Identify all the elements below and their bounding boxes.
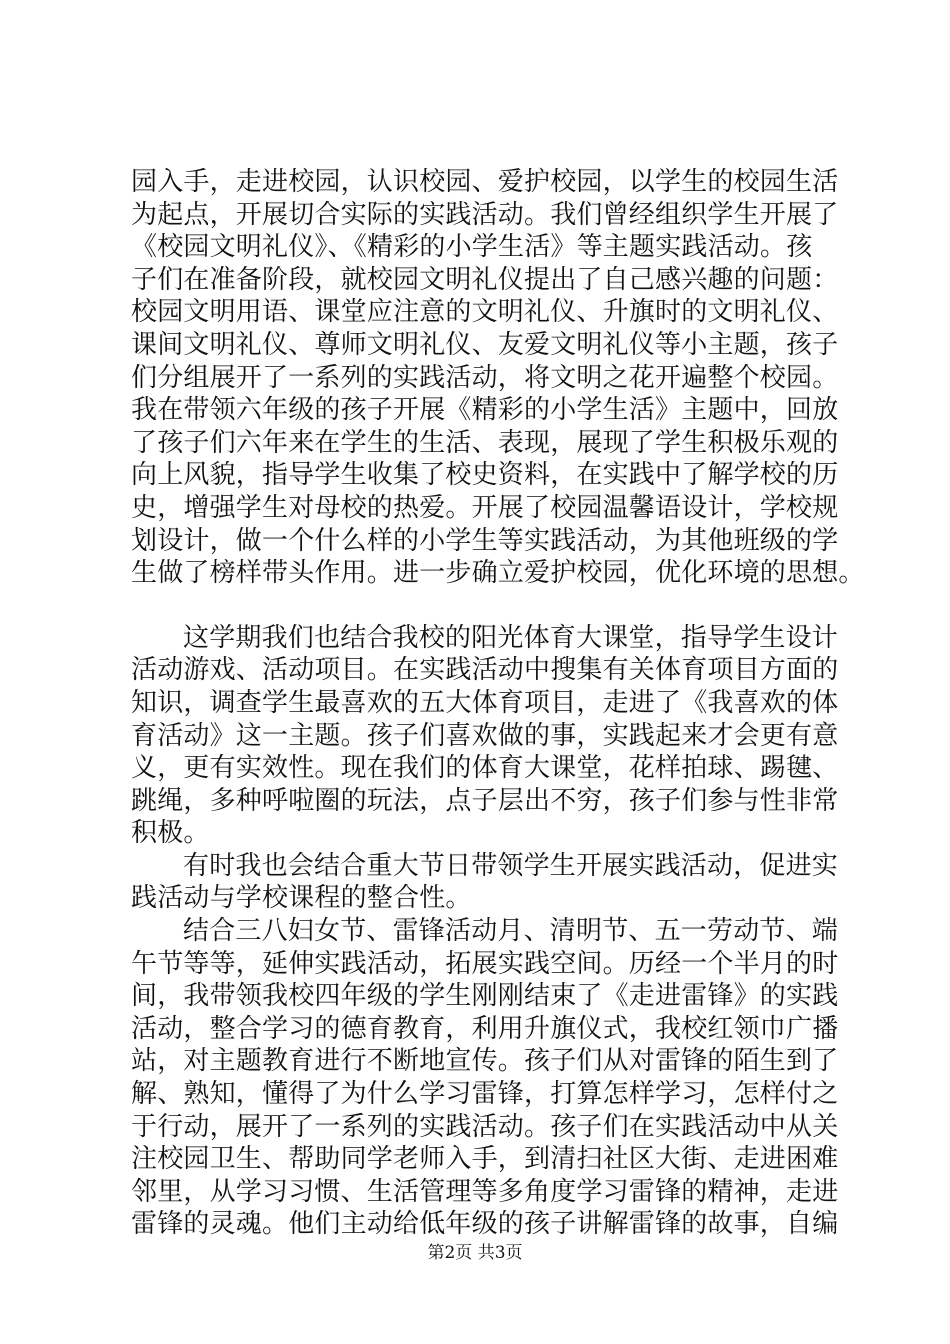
text-line: 史，增强学生对母校的热爱。开展了校园温馨语设计，学校规 [131,492,839,523]
text-line: 有时我也会结合重大节日带领学生开展实践活动，促进实 [183,850,839,881]
paragraph-gap [131,590,851,622]
paragraph-4 [131,915,851,1241]
text-line: 《校园文明礼仪》、《精彩的小学生活》等主题实践活动。孩 [131,232,813,263]
text-line: 活动，整合学习的德育教育，利用升旗仪式，我校红领巾广播 [131,1013,839,1044]
text-line: 划设计，做一个什么样的小学生等实践活动，为其他班级的学 [131,525,839,556]
document-body [131,166,865,1241]
paragraph-3 [131,850,851,915]
text-line: 为起点，开展切合实际的实践活动。我们曾经组织学生开展了 [131,199,839,230]
page-footer [0,1243,950,1263]
text-line: 结合三八妇女节、雷锋活动月、清明节、五一劳动节、端 [183,916,839,947]
text-line: 校园文明用语、课堂应注意的文明礼仪、升旗时的文明礼仪、 [131,297,839,328]
text-line: 践活动与学校课程的整合性。 [131,883,472,914]
text-line: 注校园卫生、帮助同学老师入手，到清扫社区大街、走进困难 [131,1144,839,1175]
text-line: 生做了榜样带头作用。进一步确立爱护校园，优化环境的思想。 [131,558,865,589]
paragraph-2 [131,622,851,850]
text-line: 知识，调查学生最喜欢的五大体育项目，走进了《我喜欢的体 [131,687,839,718]
text-line: 站，对主题教育进行不断地宣传。孩子们从对雷锋的陌生到了 [131,1046,839,1077]
text-line: 午节等等，延伸实践活动，拓展实践空间。历经一个半月的时 [131,948,839,979]
text-line: 们分组展开了一系列的实践活动，将文明之花开遍整个校园。 [131,362,839,393]
text-line: 邻里，从学习习惯、生活管理等多角度学习雷锋的精神，走进 [131,1176,839,1207]
text-line: 于行动，展开了一系列的实践活动。孩子们在实践活动中从关 [131,1111,839,1142]
text-line: 我在带领六年级的孩子开展《精彩的小学生活》主题中，回放 [131,395,839,426]
text-line: 积极。 [131,818,210,849]
page-number-label: 第2页 共3页 [427,1243,523,1263]
text-line: 育活动》这一主题。孩子们喜欢做的事，实践起来才会更有意 [131,720,839,751]
text-line: 园入手，走进校园，认识校园、爱护校园，以学生的校园生活 [131,167,839,197]
text-line: 义，更有实效性。现在我们的体育大课堂，花样拍球、踢毽、 [131,753,839,784]
text-line: 雷锋的灵魂。他们主动给低年级的孩子讲解雷锋的故事，自编 [131,1209,839,1240]
text-line: 课间文明礼仪、尊师文明礼仪、友爱文明礼仪等小主题，孩子 [131,329,839,360]
text-line: 活动游戏、活动项目。在实践活动中搜集有关体育项目方面的 [131,655,839,686]
text-line: 了孩子们六年来在学生的生活、表现，展现了学生积极乐观的 [131,427,839,458]
text-line: 这学期我们也结合我校的阳光体育大课堂，指导学生设计 [183,622,839,653]
text-line: 向上风貌，指导学生收集了校史资料，在实践中了解学校的历 [131,460,839,491]
text-line: 间，我带领我校四年级的学生刚刚结束了《走进雷锋》的实践 [131,981,839,1012]
text-line: 跳绳，多种呼啦圈的玩法，点子层出不穷，孩子们参与性非常 [131,785,839,816]
text-line: 解、熟知，懂得了为什么学习雷锋，打算怎样学习，怎样付之 [131,1079,839,1110]
text-line: 子们在准备阶段，就校园文明礼仪提出了自己感兴趣的问题： [131,264,839,295]
paragraph-1 [131,166,865,590]
